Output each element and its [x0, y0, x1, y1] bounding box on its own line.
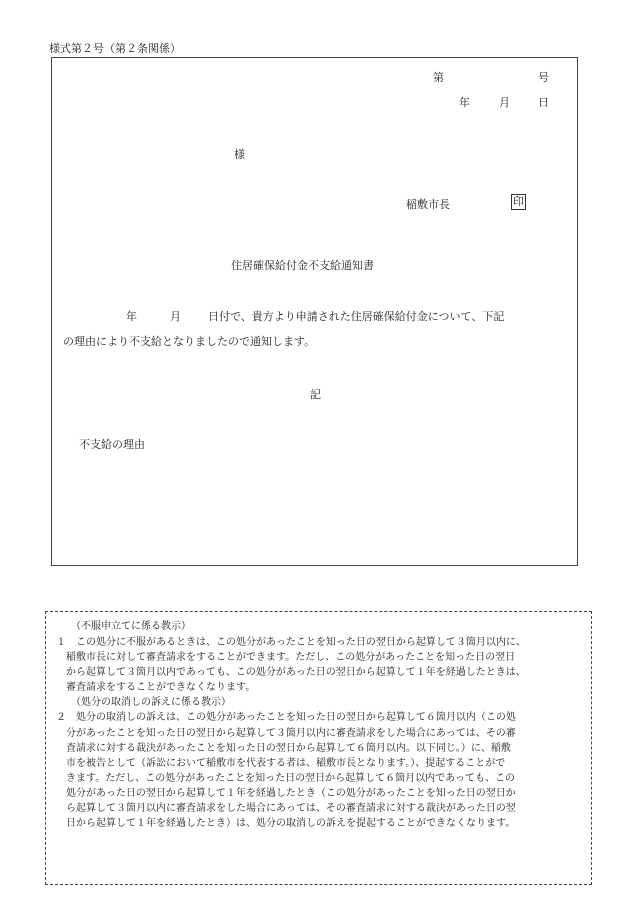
appeal-item2-line: 査請求に対する裁決があったことを知った日の翌日から起算して６箇月以内。以下同じ。）に、稲敷 [66, 743, 511, 754]
date-day-label: 日 [538, 96, 549, 109]
issuer-name: 稲敷市長 [406, 198, 450, 211]
appeal-item2-line: 市を被告として（訴訟において稲敷市を代表する者は、稲敷市長となります。）、提起することがで [66, 758, 506, 769]
date-year-label: 年 [459, 96, 470, 109]
appeal-item2-line: きます。ただし、この処分があったことを知った日の翌日から起算して６箇月以内であっても、この [66, 773, 515, 784]
appeal-item2-line: ら起算して３箇月以内に審査請求をした場合にあっては、その審査請求に対する裁決があった日の翌 [66, 803, 516, 814]
appeal-item2-line: 分があったことを知った日の翌日から起算して３箇月以内に審査請求をした場合にあっては、その審 [66, 728, 516, 739]
ki-heading: 記 [310, 388, 321, 401]
appeal-item2-line: 日から起算して１年を経過したとき）は、処分の取消しの訴えを提起することができなくなります。 [66, 818, 516, 829]
document-title: 住居確保給付金不支給通知書 [231, 259, 374, 272]
reason-label: 不支給の理由 [79, 438, 145, 451]
body-text-line-2: の理由により不支給となりましたので通知します。 [63, 335, 316, 348]
appeal-item2-line: ２ 処分の取消しの訴えは、この処分があったことを知った日の翌日から起算して６箇月以内（この処 [56, 712, 516, 723]
date-month-label: 月 [499, 96, 510, 109]
addressee-honorific: 様 [234, 148, 245, 161]
form-number-label: 様式第２号（第２条関係） [49, 42, 181, 55]
appeal-item1-line: １ この処分に不服があるときは、この処分があったことを知った日の翌日から起算して３箇月以内に、 [56, 637, 526, 648]
appeal-item2-line: 処分があった日の翌日から起算して１年を経過したとき（この処分があったことを知った日の翌日か [66, 788, 516, 799]
appeal-item1-line: 稲敷市長に対して審査請求をすることができます。ただし、この処分があったことを知った日の翌日 [66, 652, 516, 663]
body-month-label: 月 [170, 310, 181, 323]
document-number-prefix: 第 [433, 71, 444, 84]
body-text-line-1: 日付で、貴方より申請された住居確保給付金について、下記 [208, 310, 505, 323]
appeal-heading-revocation: （処分の取消しの訴えに係る教示） [71, 697, 231, 708]
appeal-item1-line: から起算して３箇月以内であっても、この処分があった日の翌日から起算して１年を経過したときは、 [66, 667, 526, 678]
appeal-heading-objection: （不服申立てに係る教示） [71, 621, 191, 632]
body-year-label: 年 [126, 310, 137, 323]
appeal-item1-line: 審査請求をすることができなくなります。 [66, 682, 256, 693]
seal-mark: 印 [513, 195, 524, 208]
document-number-suffix: 号 [538, 71, 549, 84]
